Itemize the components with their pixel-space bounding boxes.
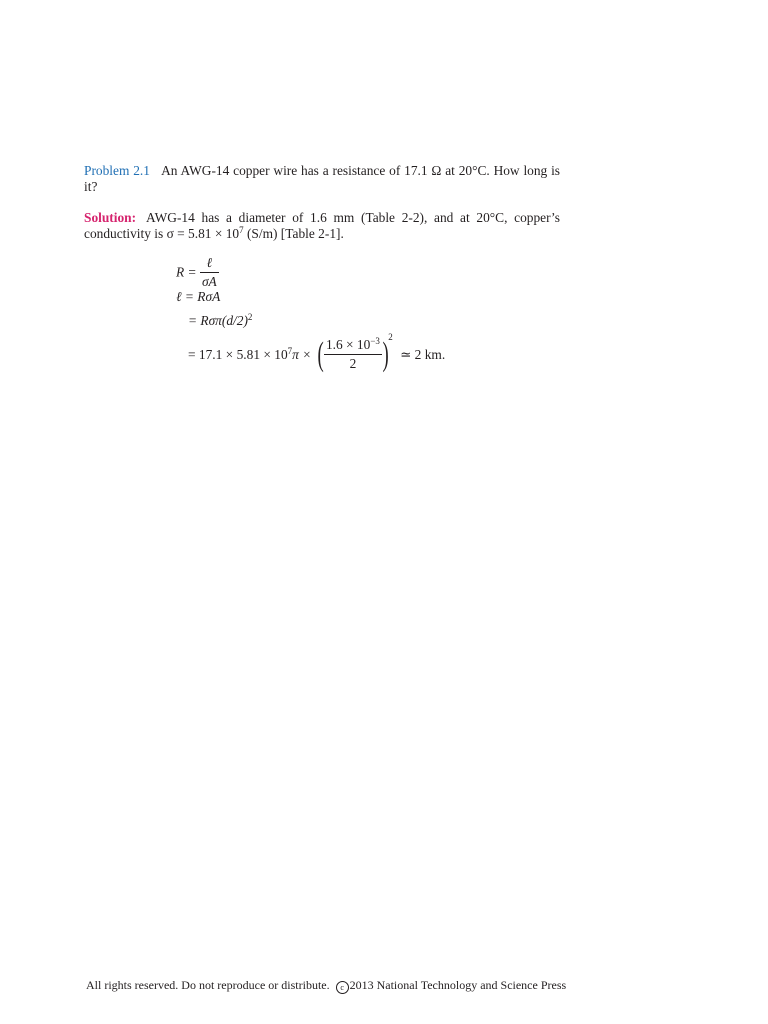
numeric-prefix-exponent: 7 bbox=[287, 345, 293, 356]
numeric-prefix bbox=[188, 347, 311, 362]
equation-length: ℓ = RσA bbox=[176, 289, 221, 304]
numerator-exponent: −3 bbox=[370, 336, 380, 347]
paren-exponent: 2 bbox=[388, 332, 393, 342]
equation-numeric bbox=[188, 332, 446, 373]
fraction-numerator: ℓ bbox=[200, 255, 219, 273]
fraction-denominator: σA bbox=[201, 274, 217, 289]
equation-main: = Rσπ(d/2) bbox=[188, 313, 248, 328]
copyright-icon: c bbox=[336, 981, 349, 994]
footer-publisher: 2013 National Technology and Science Press bbox=[349, 978, 567, 992]
problem-statement bbox=[84, 163, 560, 195]
problem-label: Problem 2.1 bbox=[84, 163, 150, 178]
left-paren: ( bbox=[317, 335, 324, 373]
equation-fraction bbox=[200, 255, 219, 290]
numeric-fraction bbox=[324, 337, 382, 372]
numeric-pi: π × bbox=[292, 346, 312, 362]
solution-text-end: (S/m) [Table 2-1]. bbox=[243, 226, 344, 241]
right-paren: ) bbox=[382, 335, 389, 373]
copyright-footer bbox=[86, 978, 566, 994]
solution-exponent: 7 bbox=[239, 225, 244, 235]
equation-lhs: R = bbox=[176, 264, 197, 280]
numeric-fraction-numerator bbox=[324, 337, 382, 355]
numeric-fraction-denominator: 2 bbox=[349, 356, 357, 372]
footer-text: All rights reserved. Do not reproduce or distribute. bbox=[86, 978, 330, 992]
solution-statement bbox=[84, 210, 560, 242]
equation-exponent: 2 bbox=[247, 312, 253, 322]
numerator-base: 1.6 × 10 bbox=[325, 337, 371, 353]
equation-resistance bbox=[176, 255, 219, 290]
problem-text: An AWG-14 copper wire has a resistance of 17.1 Ω at 20°C. How long is it? bbox=[84, 163, 561, 194]
numeric-prefix-text: = 17.1 × 5.81 × 10 bbox=[188, 346, 288, 362]
solution-label: Solution: bbox=[84, 210, 137, 225]
equation-area-substitution bbox=[188, 313, 252, 329]
solution-text: AWG-14 has a diameter of 1.6 mm (Table 2-2), and at 20°C, copper’s conductivity is σ = 5.81 × 10 bbox=[84, 210, 560, 241]
numeric-result: ≃ 2 km. bbox=[400, 346, 446, 362]
